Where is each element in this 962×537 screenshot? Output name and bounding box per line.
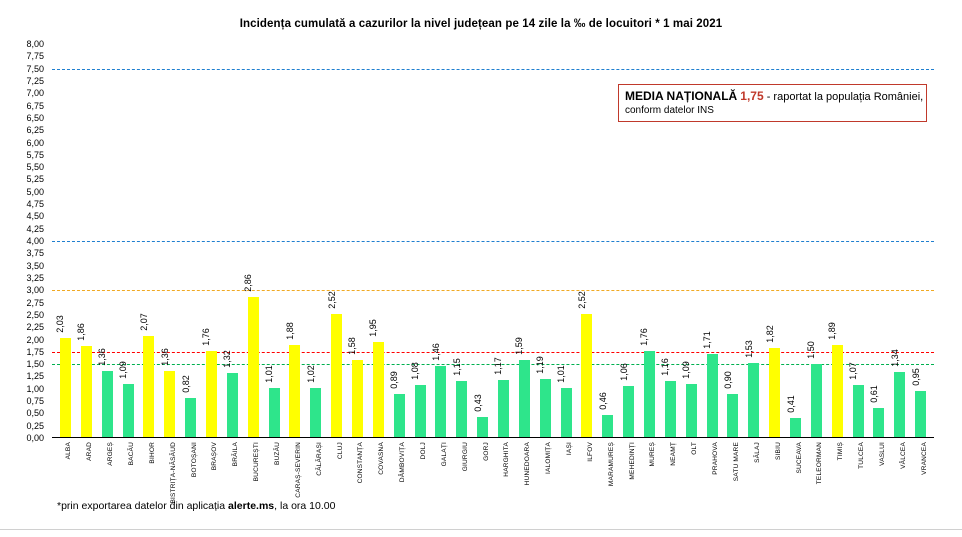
bar-value-label: 1,36: [159, 348, 170, 366]
footnote-prefix: *prin exportarea datelor din aplicația: [57, 500, 229, 512]
y-tick-label: 5,25: [26, 174, 44, 185]
y-tick-label: 3,25: [26, 272, 44, 283]
bar: [785, 395, 801, 438]
bar-value-label: 0,61: [868, 385, 879, 403]
bar: [159, 348, 175, 438]
x-tick: [848, 440, 869, 500]
bar-value-label: 0,43: [472, 394, 483, 412]
bar-item: [347, 44, 368, 438]
x-tick-label: MARAMUREȘ: [607, 442, 615, 487]
x-tick: [910, 440, 931, 500]
bar: [76, 323, 92, 438]
x-tick-label: BRAȘOV: [211, 442, 219, 471]
bar: [180, 374, 196, 438]
bar: [639, 328, 655, 438]
bar-item: [201, 44, 222, 438]
bar-value-label: 0,41: [785, 395, 796, 413]
bar-value-label: 2,52: [326, 291, 337, 309]
x-axis-line: [52, 437, 934, 438]
bar: [910, 368, 926, 438]
x-tick: [368, 440, 389, 500]
bar: [55, 315, 71, 438]
bottom-divider: [0, 529, 962, 530]
x-tick-label: VÂLCEA: [899, 442, 907, 469]
x-tick-label: MUREȘ: [649, 442, 657, 467]
bar-value-label: 0,90: [722, 370, 733, 389]
x-tick: [514, 440, 535, 500]
y-tick-label: 3,00: [26, 285, 44, 296]
x-tick: [723, 440, 744, 500]
bar-value-label: 1,08: [410, 362, 421, 380]
x-tick: [138, 440, 159, 500]
bar-value-label: 1,53: [743, 339, 754, 358]
x-tick: [743, 440, 764, 500]
x-tick-label: DOLJ: [420, 442, 428, 460]
y-tick-label: 8,00: [26, 39, 44, 49]
x-axis-labels: [52, 440, 934, 504]
x-tick-label: TELEORMAN: [816, 442, 824, 485]
bar-value-label: 1,07: [848, 362, 859, 381]
bar: [305, 365, 321, 438]
y-tick-label: 2,00: [26, 334, 44, 345]
bar-value-label: 1,71: [702, 331, 713, 349]
bar-value-label: 0,95: [910, 368, 921, 386]
bar-value-label: 1,36: [97, 348, 108, 366]
bar-value-label: 1,19: [535, 356, 546, 375]
x-tick: [785, 440, 806, 500]
page-title: Incidența cumulată a cazurilor la nivel județean pe 14 zile la ‰ de locuitori * 1 mai 2021: [239, 18, 723, 30]
y-tick-label: 5,75: [26, 149, 44, 160]
x-tick-label: BOTOȘANI: [190, 442, 198, 478]
bar-value-label: 1,01: [556, 365, 567, 384]
bar: [410, 362, 426, 438]
x-tick-label: TULCEA: [858, 442, 866, 469]
x-tick: [806, 440, 827, 500]
x-tick: [576, 440, 597, 500]
bar-value-label: 1,76: [201, 328, 212, 347]
bar: [848, 362, 864, 438]
bar-value-label: 1,32: [222, 350, 233, 368]
bar: [97, 348, 113, 438]
x-tick: [702, 440, 723, 500]
bar-item: [556, 44, 577, 438]
bar-value-label: 1,06: [618, 363, 629, 381]
bar: [472, 394, 488, 438]
bar: [681, 361, 697, 438]
y-tick-label: 4,75: [26, 199, 44, 210]
y-axis-labels: [0, 39, 48, 443]
x-tick-label: BUCUREȘTI: [253, 442, 261, 482]
bar: [597, 392, 613, 438]
x-tick-label: PRAHOVA: [712, 442, 720, 475]
x-tick: [264, 440, 285, 500]
x-tick-label: COVASNA: [378, 442, 386, 475]
bar-item: [326, 44, 347, 438]
bar: [430, 343, 446, 438]
bar-value-label: 0,89: [389, 371, 400, 389]
y-tick-label: 0,25: [26, 420, 44, 431]
x-tick: [639, 440, 660, 500]
bar-item: [597, 44, 618, 438]
x-tick-label: ARGEȘ: [107, 442, 115, 466]
y-tick-label: 6,50: [26, 112, 44, 123]
bar-value-label: 1,16: [660, 358, 671, 376]
x-tick-label: BISTRIȚA-NĂSĂUD: [169, 442, 177, 504]
bar: [243, 274, 259, 438]
bar-value-label: 0,82: [180, 374, 191, 393]
bar-item: [138, 44, 159, 438]
bar-value-label: 1,58: [347, 337, 358, 355]
x-tick: [472, 440, 493, 500]
x-tick-label: VRANCEA: [920, 442, 928, 475]
bar-value-label: 1,15: [451, 358, 462, 377]
y-tick-label: 1,75: [26, 346, 44, 357]
bar-item: [97, 44, 118, 438]
bar: [576, 291, 592, 438]
bar: [722, 370, 738, 438]
y-tick-label: 2,25: [26, 322, 44, 333]
bar-value-label: 1,01: [264, 365, 275, 384]
y-tick-label: 7,00: [26, 88, 44, 99]
bar-value-label: 1,76: [639, 328, 650, 347]
y-tick-label: 2,50: [26, 309, 44, 320]
bar-item: [55, 44, 76, 438]
x-tick: [284, 440, 305, 500]
x-tick: [347, 440, 368, 500]
bar: [389, 371, 405, 438]
x-tick-label: SATU MARE: [732, 442, 740, 482]
y-tick-label: 7,50: [26, 63, 44, 74]
x-tick-label: CĂLĂRAȘI: [315, 442, 323, 476]
x-tick-label: IALOMIȚA: [545, 442, 553, 474]
bar-item: [159, 44, 180, 438]
bar: [702, 331, 718, 438]
x-tick: [618, 440, 639, 500]
x-tick-label: BUZĂU: [274, 442, 282, 466]
bar-item: [576, 44, 597, 438]
x-tick: [410, 440, 431, 500]
bar: [284, 322, 300, 438]
x-tick: [597, 440, 618, 500]
x-tick-label: SĂLAJ: [753, 442, 761, 463]
y-tick-label: 7,75: [26, 51, 44, 62]
x-tick: [222, 440, 243, 500]
national-average-annotation: [618, 84, 927, 122]
x-tick: [118, 440, 139, 500]
y-tick-label: 4,25: [26, 223, 44, 234]
x-tick: [451, 440, 472, 500]
footnote: [57, 500, 335, 512]
x-tick-label: NEAMȚ: [670, 442, 678, 466]
bar: [827, 322, 843, 438]
x-tick-label: GALAȚI: [440, 442, 448, 467]
bar-value-label: 1,09: [118, 361, 128, 380]
y-tick-label: 1,50: [26, 359, 44, 370]
y-tick-label: 4,50: [26, 211, 44, 222]
bar: [514, 336, 530, 438]
bar-value-label: 1,86: [76, 323, 87, 342]
x-tick: [764, 440, 785, 500]
bar-value-label: 0,46: [597, 392, 608, 411]
bar: [201, 328, 217, 438]
y-tick-label: 5,50: [26, 162, 44, 173]
bar-value-label: 2,03: [55, 315, 66, 333]
bar-value-label: 1,95: [368, 319, 379, 337]
x-tick-label: ALBA: [65, 442, 73, 460]
x-tick-label: DÂMBOVIȚA: [399, 442, 407, 483]
bar: [138, 313, 154, 438]
bar-item: [284, 44, 305, 438]
bar-item: [180, 44, 201, 438]
y-tick-label: 0,00: [26, 433, 44, 443]
x-tick-label: BRĂILA: [232, 442, 240, 467]
x-tick: [681, 440, 702, 500]
bar-value-label: 1,50: [806, 341, 817, 359]
bar-value-label: 1,34: [889, 349, 900, 367]
bar: [535, 356, 551, 438]
annotation-value: 1,75: [740, 89, 764, 103]
bar-item: [222, 44, 243, 438]
bar: [889, 349, 905, 438]
x-tick: [201, 440, 222, 500]
bar: [743, 339, 759, 438]
x-tick: [827, 440, 848, 500]
bar-item: [389, 44, 410, 438]
y-tick-label: 6,75: [26, 100, 44, 111]
x-tick-label: TIMIȘ: [837, 442, 845, 461]
bar: [347, 337, 363, 438]
bar-value-label: 1,09: [681, 361, 692, 380]
x-tick-label: SUCEAVA: [795, 442, 803, 474]
x-tick: [493, 440, 514, 500]
bar-item: [264, 44, 285, 438]
x-tick: [180, 440, 201, 500]
bar-value-label: 1,46: [430, 343, 441, 361]
annotation-label: MEDIA NAȚIONALĂ: [625, 89, 738, 103]
bar: [493, 357, 509, 438]
y-tick-label: 3,50: [26, 260, 44, 271]
bar-value-label: 1,88: [284, 322, 295, 341]
bar-value-label: 1,59: [514, 336, 525, 355]
x-tick: [243, 440, 264, 500]
bar: [264, 365, 280, 438]
annotation-suffix: - raportat la populația României,: [766, 91, 924, 103]
y-tick-label: 1,25: [26, 371, 44, 382]
bar-item: [472, 44, 493, 438]
bar: [326, 291, 342, 438]
bar-value-label: 2,52: [576, 291, 587, 309]
bar-item: [118, 44, 139, 438]
x-tick-label: SIBIU: [774, 442, 782, 460]
bar-value-label: 1,02: [305, 365, 316, 383]
bar-value-label: 2,86: [243, 274, 254, 292]
bar-item: [243, 44, 264, 438]
bar-item: [493, 44, 514, 438]
x-tick-label: VASLUI: [878, 442, 886, 466]
bar-value-label: 1,82: [764, 325, 775, 344]
bar: [806, 341, 822, 438]
footnote-app-name: alerte.ms: [228, 500, 275, 512]
bar-item: [76, 44, 97, 438]
x-tick: [535, 440, 556, 500]
bar-item: [451, 44, 472, 438]
bar-item: [430, 44, 451, 438]
x-tick: [326, 440, 347, 500]
x-tick: [55, 440, 76, 500]
x-tick-label: BACĂU: [128, 442, 135, 466]
bar-item: [410, 44, 431, 438]
bar: [660, 358, 676, 438]
x-tick-label: HUNEDOARA: [524, 442, 532, 486]
x-tick-label: HARGHITA: [503, 442, 511, 477]
x-tick: [430, 440, 451, 500]
bar: [118, 361, 134, 438]
y-tick-label: 4,00: [26, 236, 44, 246]
footnote-suffix: , la ora 10.00: [274, 500, 336, 512]
x-tick-label: CARAȘ-SEVERIN: [294, 442, 302, 498]
x-tick-label: MEHEDINȚI: [628, 442, 636, 480]
x-tick: [305, 440, 326, 500]
x-tick-label: CONSTANȚA: [357, 442, 365, 484]
x-tick: [389, 440, 410, 500]
x-tick: [159, 440, 180, 504]
y-tick-label: 7,25: [26, 75, 44, 86]
bar-value-label: 1,89: [827, 322, 838, 340]
bar-item: [305, 44, 326, 438]
x-tick: [869, 440, 890, 500]
bar: [368, 319, 384, 438]
x-tick-label: IAȘI: [566, 442, 574, 456]
bar: [451, 358, 467, 438]
y-tick-label: 2,75: [26, 297, 44, 308]
y-tick-label: 1,00: [26, 383, 44, 394]
bar: [222, 350, 238, 438]
x-tick: [97, 440, 118, 500]
bar: [764, 325, 780, 438]
x-tick: [556, 440, 577, 500]
x-tick-label: GIURGIU: [461, 442, 469, 472]
x-tick-label: ILFOV: [586, 442, 594, 462]
bar: [868, 385, 884, 438]
x-tick-label: OLT: [691, 442, 699, 455]
x-tick-label: BIHOR: [148, 442, 156, 464]
bar-item: [535, 44, 556, 438]
y-tick-label: 6,00: [26, 137, 44, 148]
y-tick-label: 6,25: [26, 125, 44, 136]
bar: [556, 365, 572, 438]
y-tick-label: 0,75: [26, 396, 44, 407]
y-tick-label: 5,00: [26, 186, 44, 197]
annotation-line-1: [625, 89, 924, 103]
x-tick: [889, 440, 910, 500]
x-tick: [660, 440, 681, 500]
y-tick-label: 3,75: [26, 248, 44, 259]
x-tick-label: GORJ: [482, 442, 490, 461]
bar: [618, 363, 634, 438]
x-tick: [76, 440, 97, 500]
bar-item: [514, 44, 535, 438]
annotation-line-2: conform datelor INS: [625, 105, 714, 116]
bar-item: [368, 44, 389, 438]
x-tick-label: ARAD: [86, 442, 94, 461]
bar-value-label: 1,17: [493, 357, 504, 376]
x-tick-label: CLUJ: [336, 442, 344, 460]
bar-value-label: 2,07: [138, 313, 149, 331]
y-tick-label: 0,50: [26, 408, 44, 419]
